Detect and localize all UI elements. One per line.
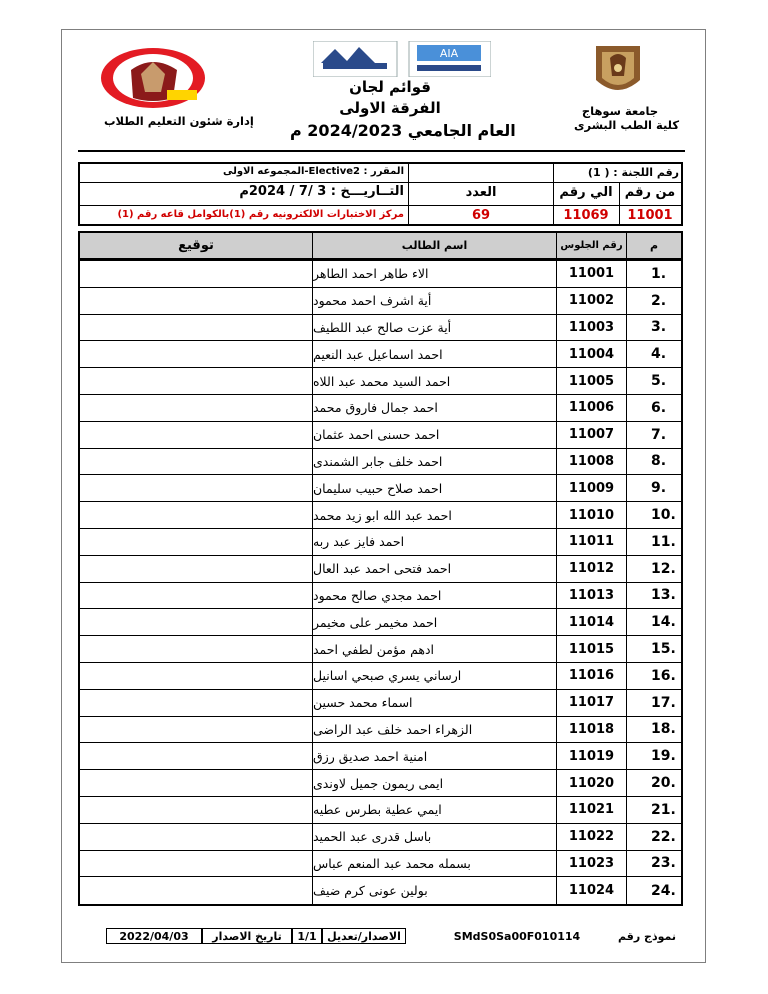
document-title: قوائم لجان <box>349 78 431 96</box>
row-number: 16. <box>651 667 676 684</box>
table-row <box>80 422 681 449</box>
table-row <box>80 690 681 717</box>
row-number: 14. <box>651 614 676 631</box>
column-header-name: اسم الطالب <box>401 239 468 252</box>
form-number: SMdS0Sa00F010114 <box>453 929 581 943</box>
aia-logo-text: AIA <box>439 47 459 60</box>
header-divider <box>78 150 685 152</box>
seat-number: 11001 <box>556 261 627 287</box>
row-number: 11. <box>651 533 676 550</box>
university-logo-right <box>582 40 654 102</box>
student-name: ارساني يسري صبحي اسانيل <box>313 668 462 684</box>
signature-cell <box>80 743 313 769</box>
row-number: 10. <box>651 507 676 524</box>
seat-number: 11002 <box>556 288 627 314</box>
table-row <box>80 261 681 288</box>
student-name: احمد عبد الله ابو زيد محمد <box>313 507 452 523</box>
course-name: المقرر : Elective2-المجموعه الاولى <box>222 166 404 177</box>
signature-cell <box>80 877 313 904</box>
seat-number: 11006 <box>556 395 627 421</box>
signature-cell <box>80 288 313 314</box>
student-name: احمد مجدي صالح محمود <box>313 587 442 603</box>
student-name: الاء طاهر احمد الطاهر <box>313 266 429 282</box>
table-header <box>78 231 683 260</box>
university-name-block <box>574 104 680 132</box>
seat-number: 11012 <box>556 556 627 582</box>
table-row <box>80 449 681 476</box>
signature-cell <box>80 583 313 609</box>
table-row <box>80 877 681 904</box>
seat-number: 11004 <box>556 341 627 367</box>
table-row <box>80 395 681 422</box>
signature-cell <box>80 636 313 662</box>
from-number-value: 11001 <box>627 208 673 223</box>
row-number: 4. <box>651 346 667 363</box>
student-name: ايمي عطية بطرس عطيه <box>313 802 442 818</box>
row-number: 3. <box>651 319 667 336</box>
table-row <box>80 475 681 502</box>
issue-date-value: 2022/04/03 <box>106 928 202 944</box>
signature-cell <box>80 609 313 635</box>
table-row <box>80 824 681 851</box>
table-row <box>80 770 681 797</box>
seat-number: 11010 <box>556 502 627 528</box>
table-row <box>80 368 681 395</box>
student-name: احمد صلاح حبيب سليمان <box>313 480 443 496</box>
student-name: ايمى ريمون جميل لاوندى <box>313 775 444 791</box>
table-row <box>80 315 681 342</box>
column-header-num: م <box>649 239 659 252</box>
row-number: 17. <box>651 694 676 711</box>
info-divider <box>80 182 681 183</box>
seat-number: 11017 <box>556 690 627 716</box>
row-number: 7. <box>651 426 667 443</box>
seat-number: 11022 <box>556 824 627 850</box>
row-number: 12. <box>651 560 676 577</box>
row-number: 13. <box>651 587 676 604</box>
row-number: 24. <box>651 882 676 899</box>
column-header-seat: رقم الجلوس <box>556 233 627 258</box>
row-number: 2. <box>651 292 667 309</box>
signature-cell <box>80 851 313 877</box>
signature-cell <box>80 475 313 501</box>
table-row <box>80 583 681 610</box>
row-number: 21. <box>651 801 676 818</box>
student-name: الزهراء احمد خلف عبد الراضى <box>313 721 473 737</box>
signature-cell <box>80 556 313 582</box>
signature-cell <box>80 529 313 555</box>
university-name: جامعة سوهاج <box>581 104 659 118</box>
seat-number: 11009 <box>556 475 627 501</box>
row-number: 6. <box>651 399 667 416</box>
to-number-label: الي رقم <box>559 185 613 200</box>
table-row <box>80 529 681 556</box>
seat-number: 11023 <box>556 851 627 877</box>
table-row <box>80 636 681 663</box>
row-number: 18. <box>651 721 676 738</box>
students-table <box>78 259 683 906</box>
student-name: ادهم مؤمن لطفي احمد <box>313 641 435 657</box>
document-level: الفرقة الاولى <box>339 99 441 117</box>
seat-number: 11014 <box>556 609 627 635</box>
signature-cell <box>80 341 313 367</box>
row-number: 9. <box>651 480 667 497</box>
row-number: 19. <box>651 748 676 765</box>
department-name: إدارة شئون التعليم الطلاب <box>104 114 254 128</box>
student-name: احمد فايز عبد ربه <box>313 534 405 550</box>
from-number-label: من رقم <box>624 185 676 200</box>
seat-number: 11019 <box>556 743 627 769</box>
student-name: أية عزت صالح عبد اللطيف <box>313 319 452 335</box>
version-label: الاصدار/تعديل <box>322 928 406 944</box>
signature-cell <box>80 422 313 448</box>
table-row <box>80 797 681 824</box>
row-number: 5. <box>651 373 667 390</box>
student-name: احمد حسنى احمد عثمان <box>313 427 440 443</box>
table-row <box>80 609 681 636</box>
academic-year: العام الجامعي 2024/2023 م <box>290 121 516 140</box>
student-name: أية اشرف احمد محمود <box>313 293 432 309</box>
info-divider <box>80 205 681 206</box>
exam-location: مركز الاختبارات الالكترونيه رقم (1)بالكوامل قاعه رقم (1) <box>117 209 404 220</box>
signature-cell <box>80 824 313 850</box>
table-row <box>80 663 681 690</box>
seat-number: 11015 <box>556 636 627 662</box>
to-number-value: 11069 <box>563 208 609 223</box>
table-row <box>80 717 681 744</box>
seat-number: 11013 <box>556 583 627 609</box>
student-name: بسمله محمد عبد المنعم عباس <box>313 855 471 871</box>
column-header-signature: توقيع <box>80 233 313 258</box>
student-name: احمد السيد محمد عبد اللاه <box>313 373 451 389</box>
signature-cell <box>80 449 313 475</box>
row-number: 1. <box>651 265 667 282</box>
row-number: 8. <box>651 453 667 470</box>
committee-info-box <box>78 162 683 226</box>
committee-number: رقم اللجنة : ( 1) <box>587 166 679 179</box>
row-number: 15. <box>651 641 676 658</box>
form-number-label: نموذج رقم <box>618 929 676 943</box>
version-value: 1/1 <box>292 928 322 944</box>
table-row <box>80 851 681 878</box>
seat-number: 11008 <box>556 449 627 475</box>
certification-logos <box>313 41 491 77</box>
table-row <box>80 556 681 583</box>
row-number: 22. <box>651 828 676 845</box>
student-name: احمد خلف جابر الشمندى <box>313 453 443 469</box>
row-number: 23. <box>651 855 676 872</box>
student-name: بولين عونى كرم ضيف <box>313 883 428 899</box>
exam-date: التــاريـــخ : 3 /7 / 2024م <box>239 184 404 199</box>
student-name: احمد اسماعيل عبد النعيم <box>313 346 443 362</box>
seat-number: 11016 <box>556 663 627 689</box>
signature-cell <box>80 797 313 823</box>
count-label: العدد <box>465 185 497 200</box>
faculty-name: كلية الطب البشرى <box>574 118 680 132</box>
seat-number: 11020 <box>556 770 627 796</box>
form-footer <box>106 928 676 944</box>
student-name: باسل قدرى عبد الحميد <box>313 829 432 845</box>
seat-number: 11003 <box>556 315 627 341</box>
table-row <box>80 288 681 315</box>
signature-cell <box>80 502 313 528</box>
student-name: احمد فتحى احمد عبد العال <box>313 561 452 577</box>
seat-number: 11018 <box>556 717 627 743</box>
seat-number: 11024 <box>556 877 627 904</box>
signature-cell <box>80 690 313 716</box>
seat-number: 11021 <box>556 797 627 823</box>
signature-cell <box>80 315 313 341</box>
table-row <box>80 341 681 368</box>
signature-cell <box>80 395 313 421</box>
signature-cell <box>80 368 313 394</box>
table-row <box>80 743 681 770</box>
faculty-logo-left <box>97 40 209 112</box>
student-name: احمد مخيمر على مخيمر <box>313 614 438 630</box>
row-number: 20. <box>651 775 676 792</box>
student-name: امنية احمد صديق رزق <box>313 748 428 764</box>
signature-cell <box>80 261 313 287</box>
student-name: اسماء محمد حسين <box>313 695 413 711</box>
seat-number: 11007 <box>556 422 627 448</box>
seat-number: 11005 <box>556 368 627 394</box>
signature-cell <box>80 717 313 743</box>
table-row <box>80 502 681 529</box>
signature-cell <box>80 663 313 689</box>
signature-cell <box>80 770 313 796</box>
seat-number: 11011 <box>556 529 627 555</box>
count-value: 69 <box>471 208 491 223</box>
issue-date-label: تاريخ الاصدار <box>202 928 292 944</box>
student-name: احمد جمال فاروق محمد <box>313 400 438 416</box>
